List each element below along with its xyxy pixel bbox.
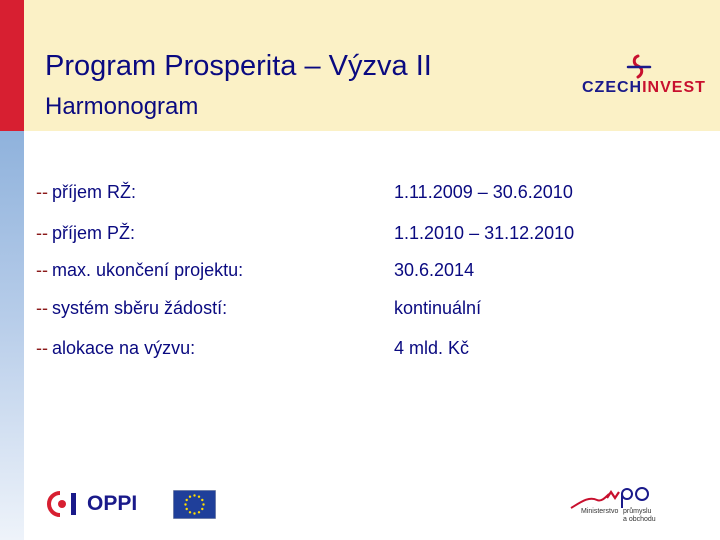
czechinvest-invest: INVEST (642, 79, 706, 96)
row-dash: -- (36, 260, 48, 280)
slide-title: Program Prosperita – Výzva II (45, 50, 432, 82)
row-label: alokace na výzvu: (52, 338, 196, 358)
schedule-row (36, 260, 676, 284)
mpo-text-line2: průmyslu (623, 508, 652, 515)
row-value: 4 mld. Kč (394, 338, 470, 358)
row-value: kontinuální (394, 298, 482, 318)
row-dash: -- (36, 298, 48, 318)
czechinvest-symbol-icon (625, 54, 653, 80)
row-value: 30.6.2014 (394, 260, 475, 280)
schedule-row (36, 223, 676, 247)
row-value: 1.1.2010 – 31.12.2010 (394, 223, 575, 243)
czechinvest-wordmark (582, 79, 706, 97)
row-label: max. ukončení projektu: (52, 260, 244, 280)
oppi-logo (47, 489, 147, 519)
row-dash: -- (36, 338, 48, 358)
schedule-row (36, 298, 676, 322)
row-label: systém sběru žádostí: (52, 298, 228, 318)
mpo-text-line1: Ministerstvo (581, 508, 619, 515)
schedule-row (36, 182, 676, 206)
row-label: příjem PŽ: (52, 223, 136, 243)
slide-subtitle: Harmonogram (45, 93, 199, 120)
row-value: 1.11.2009 – 30.6.2010 (394, 182, 573, 202)
schedule-row (36, 338, 676, 362)
left-gradient-strip (0, 131, 24, 540)
czechinvest-logo (582, 54, 706, 99)
header-red-strip (0, 0, 24, 131)
mpo-text-line3: a obchodu (623, 516, 656, 523)
eu-flag-icon (173, 490, 216, 519)
row-dash: -- (36, 182, 48, 202)
row-label: příjem RŽ: (52, 182, 137, 202)
oppi-symbol-icon (47, 489, 83, 519)
mpo-logo (567, 484, 667, 530)
czechinvest-czech: CZECH (582, 79, 643, 96)
oppi-text: OPPI (87, 492, 138, 515)
row-dash: -- (36, 223, 48, 243)
